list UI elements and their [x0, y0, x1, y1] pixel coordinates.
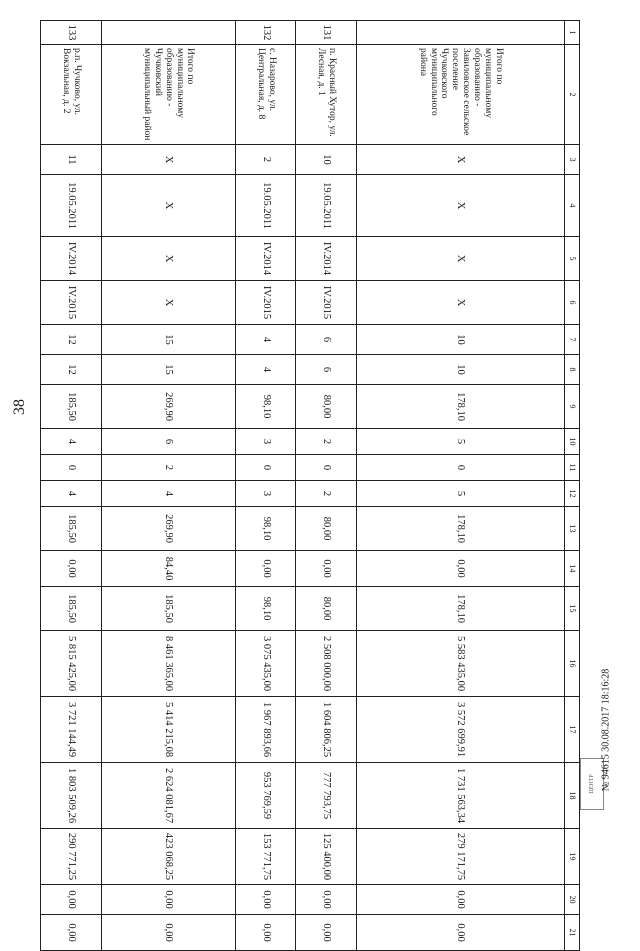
table-cell: 0,00 — [41, 915, 102, 951]
table-cell: 80,00 — [296, 587, 356, 631]
rotated-table-frame — [40, 20, 580, 942]
table-cell: IV.2014 — [235, 237, 295, 281]
table-cell: 2 — [235, 145, 295, 175]
column-number: 21 — [565, 915, 580, 951]
table-cell — [101, 21, 235, 45]
table-cell: 6 — [296, 355, 356, 385]
table-cell: 0,00 — [41, 885, 102, 915]
table-cell: 98,10 — [235, 507, 295, 551]
table-cell: 185,50 — [41, 507, 102, 551]
table-cell: 0,00 — [296, 885, 356, 915]
address-cell: п. Красный Хутор, ул. Лесная, д. 1 — [296, 45, 356, 145]
table-body — [41, 21, 580, 951]
table-cell: X — [356, 145, 564, 175]
table-cell: 0 — [296, 455, 356, 481]
page-number: 38 — [11, 399, 28, 415]
column-number: 3 — [565, 145, 580, 175]
table-cell: 80,00 — [296, 385, 356, 429]
table-cell: 2 624 081,67 — [101, 763, 235, 829]
table-cell: 3 572 699,91 — [356, 697, 564, 763]
table-cell: 0 — [356, 455, 564, 481]
column-number: 20 — [565, 885, 580, 915]
table-cell: 84,40 — [101, 551, 235, 587]
table-cell: X — [101, 145, 235, 175]
column-number: 11 — [565, 455, 580, 481]
column-number: 10 — [565, 429, 580, 455]
table-cell: 185,50 — [41, 385, 102, 429]
table-cell: X — [356, 237, 564, 281]
table-cell: 1 967 893,66 — [235, 697, 295, 763]
table-cell: 0,00 — [235, 885, 295, 915]
table-cell: 0,00 — [356, 915, 564, 951]
table-cell: 4 — [101, 481, 235, 507]
column-number: 13 — [565, 507, 580, 551]
table-cell: 0,00 — [235, 915, 295, 951]
table-cell: 269,90 — [101, 385, 235, 429]
table-cell: 0 — [235, 455, 295, 481]
table-cell: 0,00 — [101, 885, 235, 915]
table-cell: 5 414 215,08 — [101, 697, 235, 763]
table-cell: 153 771,75 — [235, 829, 295, 885]
table-cell: 2 508 000,00 — [296, 631, 356, 697]
table-cell: 2 — [296, 481, 356, 507]
table-cell: 0,00 — [356, 551, 564, 587]
table-cell: 125 400,00 — [296, 829, 356, 885]
table-cell: 6 — [296, 325, 356, 355]
table-cell: 80,00 — [296, 507, 356, 551]
table-cell: 19.05.2011 — [41, 175, 102, 237]
table-cell: 953 769,59 — [235, 763, 295, 829]
table-cell: 3 075 435,00 — [235, 631, 295, 697]
table-cell: 4 — [235, 325, 295, 355]
table-cell: 4 — [41, 481, 102, 507]
column-number: 1 — [565, 21, 580, 45]
table-cell: IV.2014 — [41, 237, 102, 281]
table-cell: 8 461 365,00 — [101, 631, 235, 697]
table-cell: 5 — [356, 429, 564, 455]
table-cell: 98,10 — [235, 385, 295, 429]
table-cell — [356, 21, 564, 45]
table-cell: 133 — [41, 21, 102, 45]
table-cell: 15 — [101, 355, 235, 385]
table-cell: 3 — [235, 481, 295, 507]
column-number: 2 — [565, 45, 580, 145]
table-cell: 0,00 — [235, 551, 295, 587]
column-number: 17 — [565, 697, 580, 763]
address-cell: р.п. Чучково, ул. Вокзальная, д. 2 — [41, 45, 102, 145]
table-cell: 19.05.2011 — [235, 175, 295, 237]
table-cell: 4 — [235, 355, 295, 385]
table-cell: 132 — [235, 21, 295, 45]
table-cell: 5 583 435,00 — [356, 631, 564, 697]
table-cell: IV.2015 — [41, 281, 102, 325]
column-number: 14 — [565, 551, 580, 587]
table-cell: 185,50 — [101, 587, 235, 631]
table-cell: 178,10 — [356, 385, 564, 429]
table-cell: 185,50 — [41, 587, 102, 631]
table-row — [101, 21, 235, 951]
table-cell: 1 731 563,34 — [356, 763, 564, 829]
table-cell: 423 068,25 — [101, 829, 235, 885]
table-row — [356, 21, 564, 951]
table-cell: 3 721 144,49 — [41, 697, 102, 763]
table-cell: 1 604 806,25 — [296, 697, 356, 763]
column-number-row — [565, 21, 580, 951]
column-number: 5 — [565, 237, 580, 281]
column-number: 16 — [565, 631, 580, 697]
table-cell: 5 815 425,00 — [41, 631, 102, 697]
column-number: 7 — [565, 325, 580, 355]
registration-stamp: № 94615 30.08.2017 18:16:28 — [600, 668, 612, 792]
table-cell: 12 — [41, 355, 102, 385]
table-cell: 2 — [101, 455, 235, 481]
table-cell: 12 — [41, 325, 102, 355]
table-cell: 269,90 — [101, 507, 235, 551]
table-cell: 1 803 509,26 — [41, 763, 102, 829]
table-row — [296, 21, 356, 951]
column-number: 4 — [565, 175, 580, 237]
column-number: 15 — [565, 587, 580, 631]
column-number: 9 — [565, 385, 580, 429]
column-number: 12 — [565, 481, 580, 507]
table-cell: 290 771,25 — [41, 829, 102, 885]
column-number: 8 — [565, 355, 580, 385]
table-cell: 3 — [235, 429, 295, 455]
table-cell: 10 — [356, 325, 564, 355]
table-cell: 4 — [41, 429, 102, 455]
table-cell: IV.2015 — [296, 281, 356, 325]
table-row — [235, 21, 295, 951]
table-cell: 98,10 — [235, 587, 295, 631]
table-cell: 5 — [356, 481, 564, 507]
table-cell: 178,10 — [356, 507, 564, 551]
table-row — [41, 21, 102, 951]
table-cell: X — [356, 175, 564, 237]
table-cell: 10 — [296, 145, 356, 175]
address-cell: Итого по муниципальному образованию - Завиловское сельское поселение Чучковского муниципального района — [356, 45, 564, 145]
table-cell: IV.2015 — [235, 281, 295, 325]
column-number: 19 — [565, 829, 580, 885]
column-number: 18 — [565, 763, 580, 829]
table-cell: 0,00 — [356, 885, 564, 915]
housing-table — [40, 20, 580, 951]
table-cell: 0,00 — [41, 551, 102, 587]
table-cell: 0 — [41, 455, 102, 481]
table-cell: 15 — [101, 325, 235, 355]
address-cell: Итого по муниципальному образованию - Чучковский муниципальный район — [101, 45, 235, 145]
table-cell: 0,00 — [296, 915, 356, 951]
table-cell: X — [101, 175, 235, 237]
table-cell: 10 — [356, 355, 564, 385]
table-cell: 178,10 — [356, 587, 564, 631]
rotated-table-canvas — [40, 20, 580, 942]
table-cell: 19.05.2011 — [296, 175, 356, 237]
table-cell: IV.2014 — [296, 237, 356, 281]
table-cell: X — [356, 281, 564, 325]
table-cell: 279 171,75 — [356, 829, 564, 885]
address-cell: с. Назарово, ул. Центральная, д. 8 — [235, 45, 295, 145]
table-cell: X — [101, 237, 235, 281]
column-number: 6 — [565, 281, 580, 325]
table-cell: 0,00 — [296, 551, 356, 587]
table-cell: 2 — [296, 429, 356, 455]
table-cell: 0,00 — [101, 915, 235, 951]
table-cell: 6 — [101, 429, 235, 455]
table-cell: X — [101, 281, 235, 325]
logo-mark: ЦЕНТР — [580, 758, 604, 810]
table-cell: 777 793,75 — [296, 763, 356, 829]
table-cell: 11 — [41, 145, 102, 175]
table-cell: 131 — [296, 21, 356, 45]
